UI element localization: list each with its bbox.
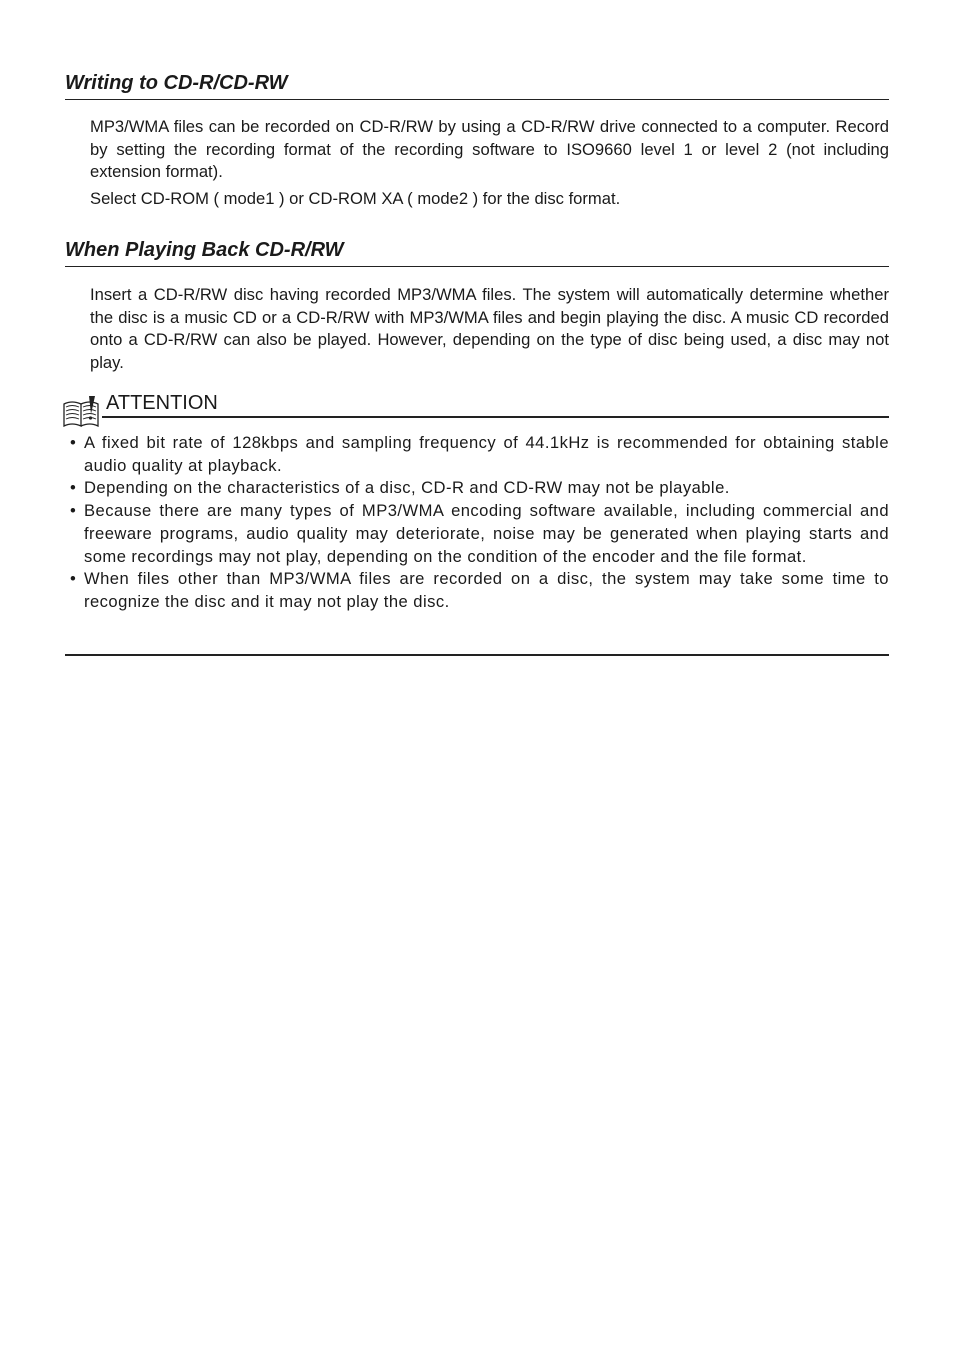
list-item	[70, 568, 889, 613]
list-item	[70, 432, 889, 477]
list-item-text: Depending on the characteristics of a disc, CD-R and CD-RW may not be playable.	[84, 478, 730, 498]
attention-header	[62, 390, 889, 418]
attention-label: ATTENTION	[106, 392, 218, 414]
paragraph: Insert a CD-R/RW disc having recorded MP3/WMA files. The system will automatically determine whether the disc is a music CD or a CD-R/RW with MP3/WMA files and begin playing the disc. A music CD recorded onto a CD-R/RW can also be played. However, depending on the type of disc being used, a disc may not play.	[90, 285, 889, 373]
attention-divider	[102, 416, 889, 418]
bullet: •	[70, 433, 77, 452]
paragraph: MP3/WMA files can be recorded on CD-R/RW by using a CD-R/RW drive connected to a computer. Record by setting the recording format of the recording software to ISO9660 level 1 or level 2 (not including extension format).	[90, 117, 889, 182]
list-item-text: A fixed bit rate of 128kbps and sampling frequency of 44.1kHz is recommended for obtaining stable audio quality at playback.	[84, 433, 889, 475]
book-icon	[62, 394, 102, 430]
list-item	[70, 477, 889, 500]
section-heading-writing: Writing to CD-R/CD-RW	[65, 71, 889, 100]
section-body-playback	[90, 284, 889, 375]
attention-list	[70, 432, 889, 614]
list-item-text: When files other than MP3/WMA files are recorded on a disc, the system may take some time to recognize the disc and it may not play the disc.	[84, 569, 889, 611]
bullet: •	[70, 478, 77, 498]
section-body-writing	[90, 116, 889, 211]
bullet: •	[70, 501, 77, 521]
list-item	[70, 500, 889, 568]
bullet: •	[70, 569, 77, 589]
section-heading-playback: When Playing Back CD-R/RW	[65, 238, 889, 267]
paragraph: Select CD-ROM ( mode1 ) or CD-ROM XA ( mode2 ) for the disc format.	[90, 189, 621, 209]
attention-end-divider	[65, 654, 889, 656]
list-item-text: Because there are many types of MP3/WMA encoding software available, including commercial and freeware programs, audio quality may deteriorate, noise may be generated when playing starts and some recordings may not play, depending on the condition of the encoder and the file format.	[84, 501, 889, 566]
